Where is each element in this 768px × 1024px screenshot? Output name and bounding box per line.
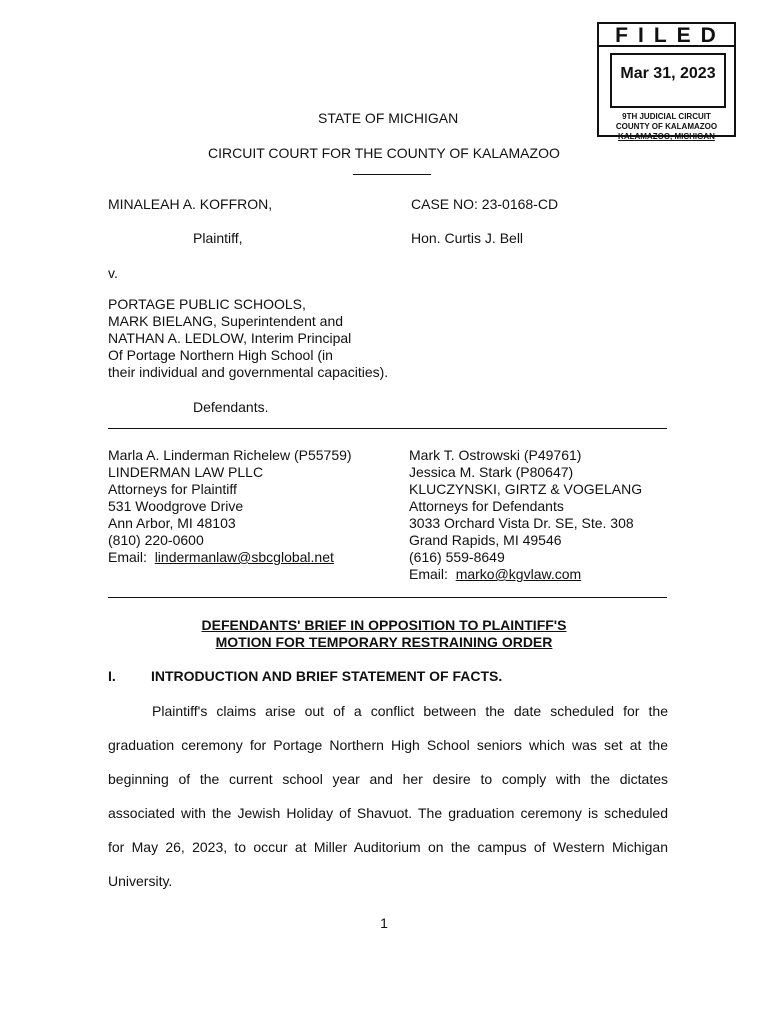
paragraph-line: University. xyxy=(108,873,173,889)
defendants-line: their individual and governmental capacities). xyxy=(108,364,389,380)
paragraph-line: for May 26, 2023, to occur at Miller Auditorium on the campus of Western Michigan xyxy=(108,839,668,855)
paragraph-line: beginning of the current school year and her desire to comply with the dictates xyxy=(108,771,668,787)
stamp-line: 9TH JUDICIAL CIRCUIT xyxy=(622,112,711,121)
state-heading: STATE OF MICHIGAN xyxy=(318,110,459,126)
page-number: 1 xyxy=(380,915,388,931)
counsel-divider xyxy=(108,597,667,598)
stamp-date: Mar 31, 2023 xyxy=(620,65,716,82)
defendants-role: Defendants. xyxy=(193,399,269,415)
counsel-line: Marla A. Linderman Richelew (P55759) xyxy=(108,447,352,463)
defendant-email-link[interactable]: marko@kgvlaw.com xyxy=(455,566,582,582)
stamp-filed-word: FILED xyxy=(599,25,734,47)
section-number: I. xyxy=(108,668,116,684)
defendants-line: PORTAGE PUBLIC SCHOOLS, xyxy=(108,296,306,312)
judge-name: Hon. Curtis J. Bell xyxy=(411,230,524,246)
counsel-line: Jessica M. Stark (P80647) xyxy=(409,464,574,480)
stamp-court-lines xyxy=(599,112,734,142)
caption-divider xyxy=(108,428,667,429)
stamp-date-box xyxy=(610,53,726,108)
filed-stamp xyxy=(597,22,736,141)
defendants-line: NATHAN A. LEDLOW, Interim Principal xyxy=(108,330,352,346)
counsel-line: 3033 Orchard Vista Dr. SE, Ste. 308 xyxy=(409,515,634,531)
defendants-line: MARK BIELANG, Superintendent and xyxy=(108,313,344,329)
counsel-line: Ann Arbor, MI 48103 xyxy=(108,515,236,531)
paragraph-line: Plaintiff's claims arise out of a conflict between the date scheduled for the xyxy=(152,703,668,719)
paragraph-line: graduation ceremony for Portage Northern High School seniors which was set at the xyxy=(108,737,668,753)
paragraph-line: associated with the Jewish Holiday of Shavuot. The graduation ceremony is scheduled xyxy=(108,805,668,821)
plaintiff-role: Plaintiff, xyxy=(193,230,243,246)
header-divider xyxy=(353,174,431,175)
case-number: CASE NO: 23-0168-CD xyxy=(411,196,559,212)
defendants-line: Of Portage Northern High School (in xyxy=(108,347,333,363)
counsel-line: Mark T. Ostrowski (P49761) xyxy=(409,447,582,463)
counsel-email-row xyxy=(409,566,642,583)
counsel-line: Attorneys for Defendants xyxy=(409,498,564,514)
counsel-line: 531 Woodgrove Drive xyxy=(108,498,244,514)
counsel-email-row xyxy=(108,549,352,566)
counsel-line: LINDERMAN LAW PLLC xyxy=(108,464,264,480)
counsel-line: (810) 220-0600 xyxy=(108,532,204,548)
counsel-line: (616) 559-8649 xyxy=(409,549,505,565)
defendant-counsel-block xyxy=(409,447,642,583)
stamp-line: COUNTY OF KALAMAZOO xyxy=(615,122,718,131)
counsel-line: KLUCZYNSKI, GIRTZ & VOGELANG xyxy=(409,481,643,497)
counsel-line: Attorneys for Plaintiff xyxy=(108,481,237,497)
plaintiff-counsel-block xyxy=(108,447,352,566)
plaintiff-name: MINALEAH A. KOFFRON, xyxy=(108,196,273,212)
plaintiff-email-link[interactable]: lindermanlaw@sbcglobal.net xyxy=(154,549,334,565)
email-label: Email: xyxy=(108,549,147,565)
defendants-list xyxy=(108,296,388,381)
email-label: Email: xyxy=(409,566,448,582)
court-heading: CIRCUIT COURT FOR THE COUNTY OF KALAMAZOO xyxy=(208,145,560,161)
stamp-line: KALAMAZOO, MICHIGAN xyxy=(618,132,715,141)
counsel-line: Grand Rapids, MI 49546 xyxy=(409,532,562,548)
brief-title-line-2: MOTION FOR TEMPORARY RESTRAINING ORDER xyxy=(215,634,553,650)
brief-title-line-1: DEFENDANTS' BRIEF IN OPPOSITION TO PLAINTIFF'S xyxy=(201,617,567,633)
versus-text: v. xyxy=(108,265,118,281)
section-title: INTRODUCTION AND BRIEF STATEMENT OF FACTS. xyxy=(151,668,503,684)
